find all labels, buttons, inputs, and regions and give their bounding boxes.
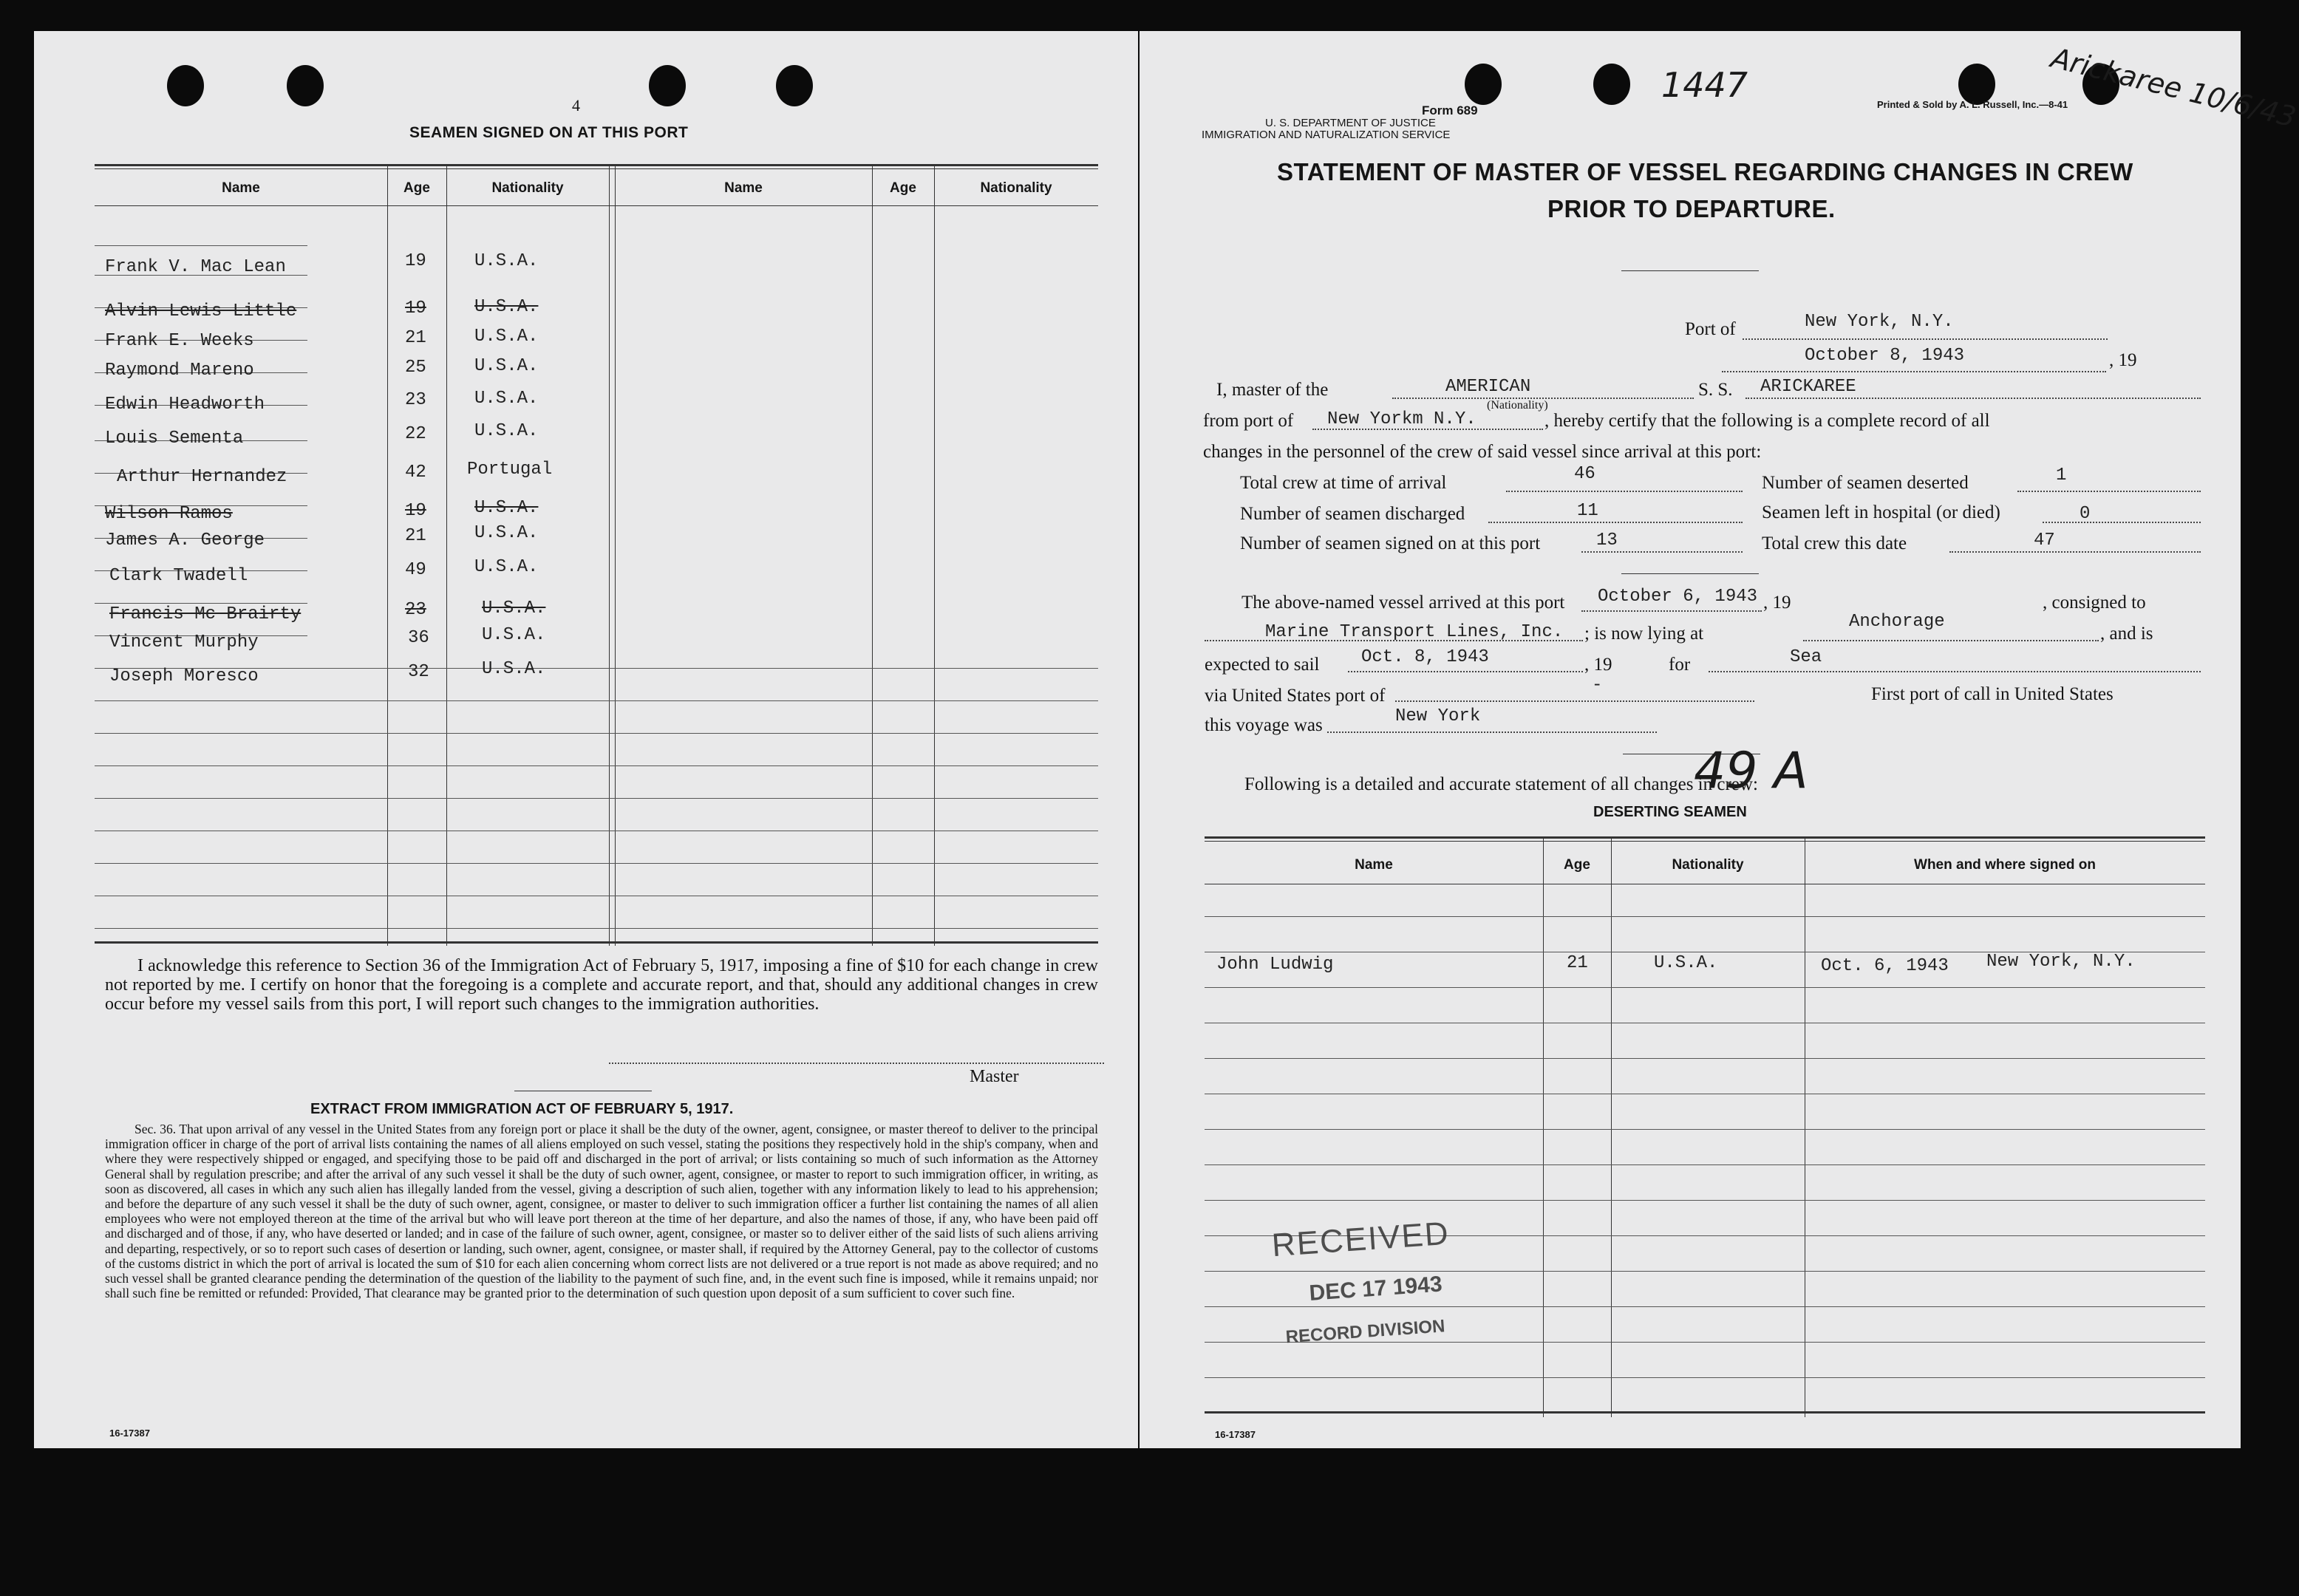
punch-hole — [776, 65, 813, 106]
seaman-age: 19 — [405, 299, 426, 318]
master-label: Master — [970, 1067, 1019, 1086]
master-intro: I, master of the — [1216, 380, 1329, 400]
form-title-line2: PRIOR TO DEPARTURE. — [1547, 195, 1836, 222]
for-label: for — [1669, 655, 1691, 675]
seaman-name: Vincent Murphy — [109, 632, 259, 652]
punch-hole — [1465, 64, 1502, 105]
destination: Sea — [1790, 647, 1822, 667]
year-19: , 19 — [1763, 593, 1791, 613]
certify-text: , hereby certify that the following is a complete record of all — [1544, 411, 1990, 431]
col-age: Age — [890, 180, 916, 196]
col-nationality: Nationality — [1672, 857, 1744, 873]
seaman-nationality: U.S.A. — [482, 625, 546, 645]
page-number: 4 — [572, 96, 580, 115]
punch-hole — [167, 65, 204, 106]
seaman-age: 23 — [405, 390, 426, 410]
seaman-age: 19 — [405, 251, 426, 271]
arrived-label: The above-named vessel arrived at this port — [1242, 593, 1565, 613]
service: IMMIGRATION AND NATURALIZATION SERVICE — [1202, 129, 1451, 141]
seaman-name: Raymond Mareno — [105, 361, 254, 381]
seaman-age: 23 — [405, 600, 426, 620]
master-signature-line — [609, 1063, 1104, 1064]
extract-text: Sec. 36. That upon arrival of any vessel in the United States from any foreign port or place it shall be the duty of the owner, agent, consignee, or master thereof to deliver to the principal immigration officer in charge of the port of arrival lists containing the names of all aliens employed on such vessel, stating the positions they respectively hold in the ship's company, when and where they were respectively shipped or engaged, and specifying those to be paid off and discharged in the port of arrival; or lists containing so much of such information as the Attorney General shall by regulation prescribe; and after the arrival of any such vessel it shall be the duty of such owner, agent, consignee, or master to report to such immigration officer, in writing, as soon as discovered, all cases in which any such alien has illegally landed from the vessel, giving a description of such alien, together with any information likely to lead to his apprehension; and before the departure of any such vessel it shall be the duty of such owner, agent, consignee, or master to deliver to such immigration officer a further list containing the names of all alien employees who were not employed thereon at the time of the arrival but who will leave port thereon at the time of her departure, and also the names of those, if any, who have been paid off and discharged and of those, if any, who have deserted or landed; and in case of the failure of such owner, agent, consignee, or master so to deliver either of the said lists of such aliens arriving and departing, respectively, or so to report such cases of desertion or landing, such owner, agent, consignee, or master shall, if required by the Attorney General, pay to the collector of customs of the customs district in which the port of arrival is located the sum of $10 for each alien concerning whom correct lists are not delivered or a true report is not made as above required; and no such vessel shall be granted clearance pending the determination of the question of the liability to the payment of such fine, and, in the event such fine is imposed, while it remains unpaid; nor shall such fine be remitted or refunded: Provided, That clearance may be granted prior to the determination of such question upon deposit of a sum sufficient to cover such fine. — [105, 1122, 1098, 1301]
divider — [1621, 270, 1759, 271]
seaman-nationality: U.S.A. — [474, 327, 539, 347]
seaman-name: Arthur Hernandez — [117, 467, 287, 487]
section-heading: SEAMEN SIGNED ON AT THIS PORT — [409, 124, 689, 141]
punch-hole — [1593, 64, 1630, 105]
punch-hole — [649, 65, 686, 106]
stat-label: Total crew this date — [1762, 533, 1907, 553]
seaman-nationality: Portugal — [467, 460, 553, 480]
col-nationality: Nationality — [980, 180, 1052, 196]
seaman-name: Frank V. Mac Lean — [105, 257, 286, 277]
seaman-nationality: U.S.A. — [474, 523, 539, 543]
handwritten-corner-note: Arickaree 10/6/43 — [2048, 41, 2299, 134]
col-nationality: Nationality — [491, 180, 564, 196]
lying-at: Anchorage — [1849, 612, 1945, 632]
stat-value: 47 — [2034, 531, 2055, 550]
stat-value: 13 — [1596, 531, 1618, 550]
changes-text: changes in the personnel of the crew of said vessel since arrival at this port: — [1203, 442, 1762, 462]
extract-title: EXTRACT FROM IMMIGRATION ACT OF FEBRUARY 5, 1917. — [310, 1101, 734, 1117]
stamp-received-text: RECEIVED — [1270, 1215, 1451, 1264]
col-signed-on: When and where signed on — [1914, 857, 2096, 873]
and-is: , and is — [2100, 624, 2153, 644]
deserter-signed-date: Oct. 6, 1943 — [1821, 956, 1949, 976]
year-19b: , 19 — [1584, 655, 1612, 675]
seaman-age: 42 — [405, 463, 426, 482]
seaman-name: Edwin Headworth — [105, 395, 265, 415]
seaman-nationality: U.S.A. — [482, 659, 546, 679]
seaman-age: 32 — [408, 662, 429, 682]
following-label: Following is a detailed and accurate statement of all changes in crew: — [1244, 774, 1758, 794]
stamp-division: RECORD DIVISION — [1284, 1316, 1446, 1348]
seaman-nationality: U.S.A. — [474, 251, 539, 271]
seaman-nationality: U.S.A. — [474, 356, 539, 376]
stat-label: Number of seamen discharged — [1240, 504, 1465, 524]
sail-date: Oct. 8, 1943 — [1361, 647, 1489, 667]
seaman-nationality: U.S.A. — [474, 557, 539, 577]
stat-label: Seamen left in hospital (or died) — [1762, 502, 2000, 522]
stamp-date: DEC 17 1943 — [1308, 1272, 1443, 1306]
col-name: Name — [724, 180, 763, 196]
received-stamp — [1270, 1211, 1516, 1375]
col-age: Age — [403, 180, 430, 196]
printer-credit: Printed & Sold by A. L. Russell, Inc.—8-41 — [1877, 99, 2068, 110]
form-number: Form 689 — [1422, 103, 1478, 117]
seaman-name: Joseph Moresco — [109, 666, 259, 686]
col-name: Name — [1355, 857, 1393, 873]
consigned-label: , consigned to — [2043, 593, 2146, 613]
seamen-table — [95, 164, 1098, 946]
seaman-age: 21 — [405, 526, 426, 546]
seaman-age: 22 — [405, 424, 426, 444]
ss-label: S. S. — [1698, 380, 1733, 400]
seaman-nationality: U.S.A. — [474, 297, 539, 317]
deserting-heading: DESERTING SEAMEN — [1593, 804, 1747, 820]
form-title: STATEMENT OF MASTER OF VESSEL REGARDING CHANGES IN CREW — [1277, 158, 2133, 185]
from-port-value: New Yorkm N.Y. — [1327, 409, 1477, 429]
punch-hole — [287, 65, 324, 106]
deserter-name: John Ludwig — [1216, 955, 1334, 975]
nationality-caption: (Nationality) — [1487, 399, 1548, 412]
port-value: New York, N.Y. — [1805, 312, 1954, 332]
consignee: Marine Transport Lines, Inc. — [1265, 622, 1564, 642]
seaman-name: Alvin Lewis Little — [105, 301, 297, 321]
stat-value: 1 — [2056, 466, 2067, 485]
vessel-name: ARICKAREE — [1760, 377, 1856, 397]
stat-value: 46 — [1574, 464, 1595, 484]
stat-label: Number of seamen signed on at this port — [1240, 533, 1541, 553]
seaman-nationality: U.S.A. — [474, 498, 539, 518]
deserter-signed-place: New York, N.Y. — [1986, 952, 2136, 972]
deserter-age: 21 — [1567, 953, 1588, 973]
handwritten-code: 49 A — [1694, 742, 1808, 800]
stat-label: Number of seamen deserted — [1762, 473, 1969, 493]
expected-label: expected to sail — [1205, 655, 1320, 675]
via-port: - — [1592, 675, 1603, 695]
nationality-value: AMERICAN — [1445, 377, 1531, 397]
voyage-label: this voyage was — [1205, 715, 1323, 735]
seaman-name: Louis Sementa — [105, 429, 244, 449]
seaman-name: James A. George — [105, 531, 265, 550]
via-label: via United States port of — [1205, 686, 1386, 706]
seaman-name: Clark Twadell — [109, 566, 248, 586]
seaman-age: 36 — [408, 628, 429, 648]
acknowledgement-text: I acknowledge this reference to Section 36 of the Immigration Act of February 5, 1917, imposing a fine of $10 for each change in crew not reported by me. I certify on honor that the foregoing is a complete and accurate report, and that, should any additional changes in crew occur before my vessel sails from this port, I will report such changes to the immigration authorities. — [105, 956, 1098, 1014]
seaman-age: 49 — [405, 560, 426, 580]
from-port-label: from port of — [1203, 411, 1294, 431]
handwritten-file-number: 1447 — [1661, 65, 1748, 105]
form-code: 16-17387 — [1215, 1429, 1256, 1440]
stat-value: 0 — [2080, 504, 2091, 524]
deserter-nationality: U.S.A. — [1654, 953, 1718, 973]
year-suffix: , 19 — [2109, 350, 2137, 370]
seaman-age: 21 — [405, 328, 426, 348]
port-label: Port of — [1685, 319, 1736, 339]
divider — [1621, 573, 1759, 574]
stat-label: Total crew at time of arrival — [1240, 473, 1447, 493]
seaman-nationality: U.S.A. — [474, 421, 539, 441]
form-code: 16-17387 — [109, 1428, 150, 1439]
seaman-name: Frank E. Weeks — [105, 331, 254, 351]
arrival-date: October 6, 1943 — [1598, 587, 1758, 607]
seaman-name: Francis Mc Brairty — [109, 604, 302, 624]
seaman-age: 25 — [405, 358, 426, 378]
stat-value: 11 — [1577, 501, 1598, 521]
department: U. S. DEPARTMENT OF JUSTICE — [1265, 117, 1436, 129]
first-port: New York — [1395, 706, 1481, 726]
seaman-name: Wilson Ramos — [105, 504, 233, 524]
seaman-age: 19 — [405, 501, 426, 521]
lying-label: ; is now lying at — [1584, 624, 1704, 644]
col-age: Age — [1564, 857, 1590, 873]
left-page — [34, 31, 1138, 1448]
first-port-label: First port of call in United States — [1871, 684, 2114, 704]
seaman-nationality: U.S.A. — [474, 389, 539, 409]
seaman-nationality: U.S.A. — [482, 598, 546, 618]
date-value: October 8, 1943 — [1805, 346, 1965, 366]
right-page — [1140, 31, 2299, 1448]
col-name: Name — [222, 180, 260, 196]
